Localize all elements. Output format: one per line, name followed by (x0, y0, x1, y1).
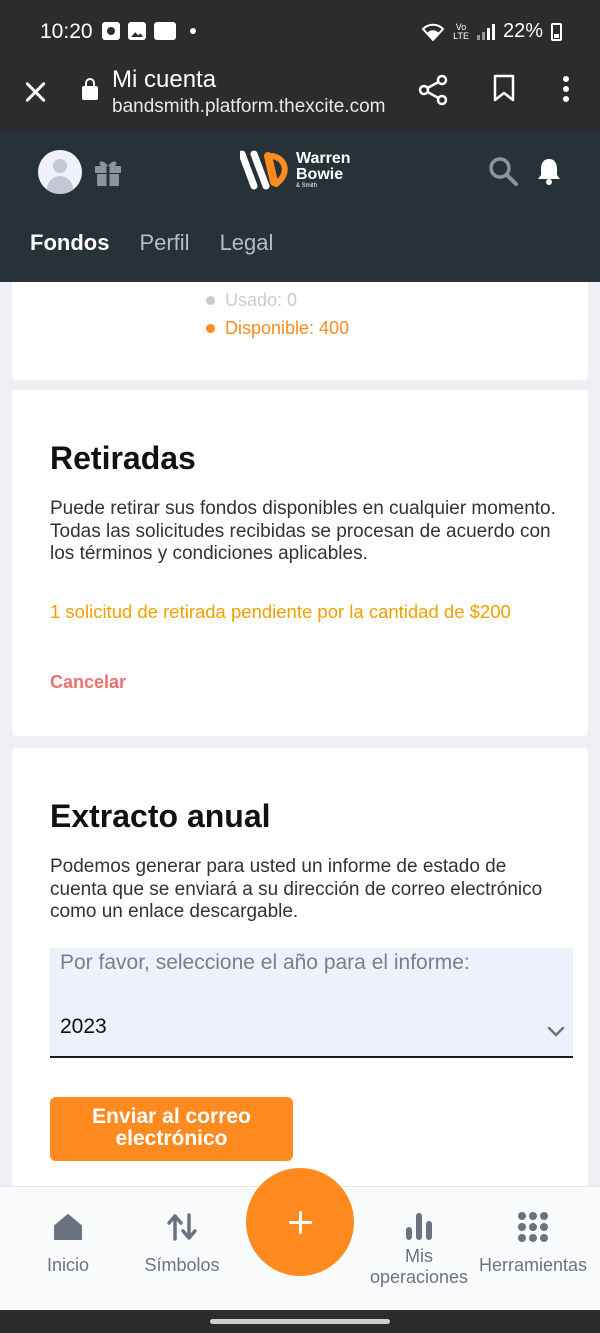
gallery-notification-icon (128, 22, 146, 40)
nav-inicio-label: Inicio (46, 1255, 90, 1275)
section-tabs (30, 230, 273, 256)
camera-notification-icon (102, 22, 120, 40)
withdrawals-title: Retiradas (50, 440, 196, 476)
main-content[interactable] (0, 282, 600, 1186)
share-icon[interactable] (418, 74, 450, 106)
new-order-fab[interactable] (246, 1168, 354, 1276)
app-header (0, 132, 600, 282)
brand-name (296, 151, 351, 183)
balance-card (12, 282, 588, 380)
status-time: 10:20 (40, 20, 93, 43)
swap-arrows-icon (166, 1213, 198, 1241)
year-select[interactable] (50, 948, 573, 1058)
home-indicator[interactable] (210, 1319, 390, 1324)
nav-mis-operaciones[interactable] (356, 1211, 482, 1288)
available-dot-icon (206, 324, 215, 333)
bookmark-icon[interactable] (492, 74, 516, 102)
year-select-label: Por favor, seleccione el año para el informe: (60, 951, 470, 974)
bell-icon[interactable] (536, 156, 562, 186)
browser-title: Mi cuenta (112, 66, 217, 93)
battery-icon (551, 23, 562, 41)
more-notifications-dot-icon (190, 28, 196, 34)
brand-logo-mark (240, 150, 292, 190)
nav-herramientas[interactable] (470, 1211, 596, 1276)
brand-logo[interactable] (240, 150, 370, 194)
cancel-withdrawal-link[interactable]: Cancelar (50, 672, 127, 692)
status-bar (0, 0, 600, 64)
search-icon[interactable] (488, 156, 518, 186)
chevron-down-icon (547, 1026, 565, 1038)
nav-simbolos[interactable] (136, 1213, 228, 1276)
lock-icon[interactable] (82, 86, 98, 100)
available-label: Disponible: 400 (225, 318, 350, 338)
nav-mis-operaciones-label: Mis operaciones (369, 1246, 469, 1287)
used-label: Usado: 0 (225, 290, 298, 310)
tab-perfil[interactable]: Perfil (139, 230, 190, 255)
bar-chart-icon (403, 1211, 435, 1241)
status-right (421, 20, 562, 43)
statement-description: Podemos generar para usted un informe de estado de cuenta que se enviará a su dirección de correo electrónico como un enlace descargable. (50, 856, 543, 922)
wifi-icon (421, 23, 445, 41)
statement-title: Extracto anual (50, 798, 271, 834)
volte-icon: Vo LTE (453, 21, 469, 41)
avatar[interactable] (38, 150, 82, 194)
brand-line-2: Bowie (296, 166, 344, 183)
more-vert-icon[interactable] (556, 74, 576, 104)
tab-fondos[interactable]: Fondos (30, 230, 110, 255)
send-email-button[interactable]: Enviar al correo electrónico (50, 1097, 293, 1161)
outlook-notification-icon (154, 22, 176, 40)
withdrawals-card (12, 390, 588, 736)
brand-line-1: Warren (296, 150, 351, 167)
annual-statement-card (12, 748, 588, 1186)
pending-withdrawal-text: 1 solicitud de retirada pendiente por la cantidad de $200 (50, 601, 511, 622)
close-icon[interactable] (22, 78, 50, 106)
tab-legal[interactable]: Legal (219, 230, 274, 255)
browser-url[interactable]: bandsmith.platform.thexcite.com (112, 96, 386, 117)
legend-used (206, 290, 297, 311)
signal-icon (477, 24, 495, 40)
grid-icon (517, 1211, 549, 1243)
notification-icons (102, 22, 196, 40)
nav-inicio[interactable] (36, 1213, 100, 1276)
gift-icon[interactable] (92, 156, 124, 188)
nav-herramientas-label: Herramientas (478, 1255, 588, 1275)
battery-percent: 22% (502, 20, 543, 42)
used-dot-icon (206, 296, 215, 305)
gesture-bar (0, 1310, 600, 1333)
home-icon (53, 1213, 83, 1241)
brand-sub: & Smith (296, 183, 318, 189)
legend-available (206, 318, 349, 339)
nav-simbolos-label: Símbolos (144, 1255, 220, 1275)
custom-tab-toolbar (0, 64, 600, 132)
year-select-value: 2023 (60, 1015, 107, 1038)
withdrawals-description: Puede retirar sus fondos disponibles en cualquier momento. Todas las solicitudes recibidas se procesan de acuerdo con los términos y condiciones aplicables. (50, 498, 556, 564)
